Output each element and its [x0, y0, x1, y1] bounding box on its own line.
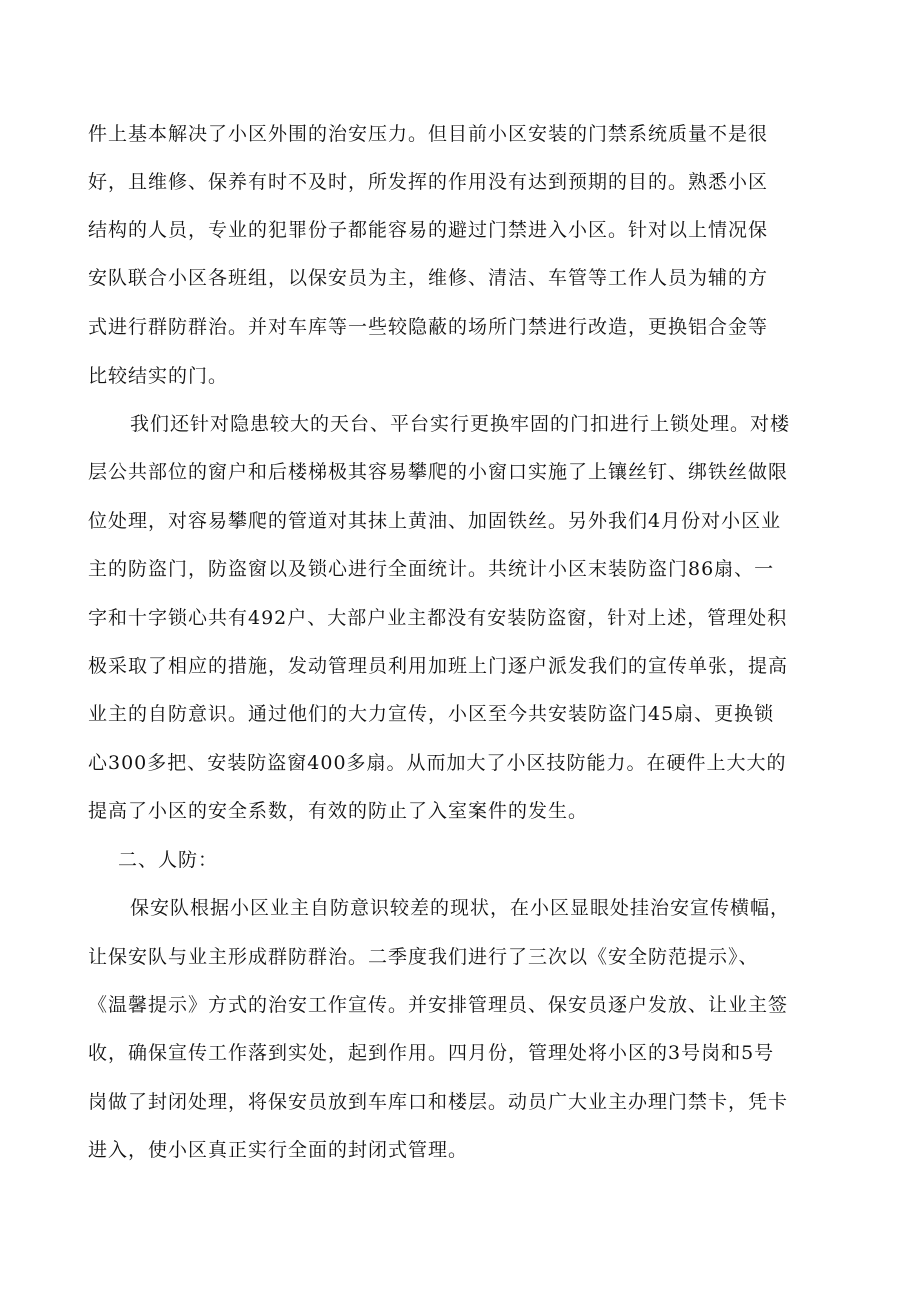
paragraph-2-line: 提高了小区的安全系数，有效的防止了入室案件的发生。: [88, 800, 589, 822]
paragraph-2-line: 字和十字锁心共有492户、大部户业主都没有安装防盗窗，针对上述，管理处积: [88, 607, 788, 629]
paragraph-2-line: 我们还针对隐患较大的天台、平台实行更换牢固的门扣进行上锁处理。对楼: [130, 413, 791, 435]
paragraph-2-line: 位处理，对容易攀爬的管道对其抹上黄油、加固铁丝。另外我们4月份对小区业: [88, 510, 782, 532]
paragraph-3-line: 保安队根据小区业主自防意识较差的现状，在小区显眼处挂治安宣传横幅，: [130, 897, 791, 919]
paragraph-2-line: 心300多把、安装防盗窗400多扇。从而加大了小区技防能力。在硬件上大大的: [88, 752, 787, 774]
paragraph-2-line: 主的防盗门，防盗窗以及锁心进行全面统计。共统计小区末装防盗门86扇、一: [88, 558, 775, 580]
paragraph-3-line: 岗做了封闭处理，将保安员放到车库口和楼层。动员广大业主办理门禁卡，凭卡: [88, 1091, 789, 1113]
paragraph-2-line: 业主的自防意识。通过他们的大力宣传，小区至今共安装防盗门45扇、更换锁: [88, 703, 775, 725]
paragraph-3-line: 让保安队与业主形成群防群治。二季度我们进行了三次以《安全防范提示》、: [88, 946, 759, 968]
paragraph-2-line: 层公共部位的窗户和后楼梯极其容易攀爬的小窗口实施了上镶丝钉、绑铁丝做限: [88, 461, 789, 483]
paragraph-1-line: 比较结实的门。: [88, 365, 229, 387]
paragraph-1-line: 结构的人员，专业的犯罪份子都能容易的避过门禁进入小区。针对以上情况保: [88, 219, 769, 241]
paragraph-1-line: 安队联合小区各班组，以保安员为主，维修、清洁、车管等工作人员为辅的方: [88, 267, 769, 289]
paragraph-3-line: 收，确保宣传工作落到实处，起到作用。四月份，管理处将小区的3号岗和5号: [88, 1042, 775, 1064]
paragraph-3-line: 进入，使小区真正实行全面的封闭式管理。: [88, 1139, 469, 1161]
paragraph-3-line: 《温馨提示》方式的治安工作宣传。并安排管理员、保安员逐户发放、让业主签: [88, 994, 789, 1016]
paragraph-1-line: 好，且维修、保养有时不及时，所发挥的作用没有达到预期的目的。熟悉小区: [88, 171, 769, 193]
paragraph-1-line: 式进行群防群治。并对车库等一些较隐蔽的场所门禁进行改造，更换铝合金等: [88, 316, 769, 338]
paragraph-1-line: 件上基本解决了小区外围的治安压力。但目前小区安装的门禁系统质量不是很: [88, 123, 769, 145]
section-heading: 二、人防：: [118, 849, 219, 871]
paragraph-2-line: 极采取了相应的措施，发动管理员利用加班上门逐户派发我们的宣传单张，提高: [88, 655, 789, 677]
